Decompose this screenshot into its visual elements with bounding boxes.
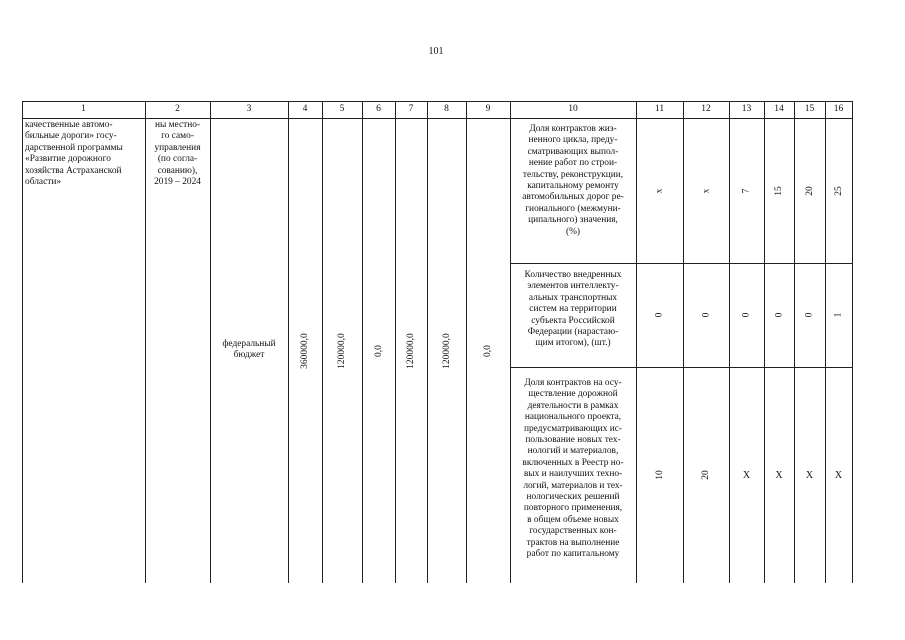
value-r1-c12: x: [701, 188, 711, 193]
indicator-line: элементов интеллекту-: [527, 281, 619, 292]
value-cell: [825, 367, 852, 583]
value-cell: [683, 118, 729, 263]
indicator-line: Количество внедренных: [524, 270, 622, 280]
indicator-line: ципального) значения,: [528, 215, 618, 226]
value-r3-c12: 20: [701, 470, 711, 480]
value-cell: [794, 367, 825, 583]
header-col-10: 10: [568, 104, 578, 114]
indicator-line: работ по капитальному: [526, 549, 620, 560]
indicator-line: ненного цикла, преду-: [528, 135, 618, 146]
event-name-line: «Развитие дорожного: [25, 154, 111, 165]
event-name-line: дарственной программы: [25, 142, 123, 153]
amount-col-5: 120000,0: [337, 332, 347, 369]
funding-source-line: федеральный: [222, 339, 276, 349]
header-col-6: 6: [376, 104, 381, 114]
header-col-8: 8: [444, 104, 449, 114]
amount-col-6: 0,0: [373, 344, 384, 357]
value-cell: [764, 263, 794, 367]
value-r2-c15: 0: [804, 312, 815, 318]
executor-line: сованию),: [157, 165, 198, 176]
indicator-line: Доля контрактов жиз-: [529, 124, 617, 134]
value-r3-c11: 10: [654, 470, 665, 480]
event-name-line: хозяйства Астраханской: [25, 165, 122, 176]
indicator-line: национального проекта,: [524, 412, 622, 423]
value-cell: [636, 367, 683, 583]
header-col-9: 9: [485, 104, 491, 114]
value-r1-c16: 25: [833, 185, 844, 196]
amount-col-6-cell: [362, 118, 395, 583]
indicator-line: Федерации (нарастаю-: [527, 327, 619, 338]
indicator-line: субъекта Российской: [531, 315, 615, 326]
indicator-line: автомобильных дорог ре-: [522, 192, 624, 203]
value-r2-c11: 0: [654, 312, 665, 318]
funding-source: [210, 339, 288, 362]
indicator-line: тельству, реконструкции,: [522, 169, 624, 180]
value-r3-c14: X: [775, 469, 783, 481]
indicator-3: [512, 378, 634, 561]
indicator-line: нение работ по строи-: [528, 158, 618, 169]
value-cell: [636, 118, 683, 263]
indicator-2: [512, 270, 634, 350]
indicator-line: нологий и материалов,: [527, 446, 619, 457]
event-name-line: бильные дороги» госу-: [25, 131, 117, 142]
amount-col-7: 120000,0: [406, 332, 416, 369]
event-name-line: области»: [25, 177, 62, 188]
value-cell: [794, 263, 825, 367]
indicator-line: в общем объеме новых: [527, 514, 619, 525]
value-r2-c13: 0: [741, 312, 752, 318]
indicator-line: трактов на выполнение: [526, 537, 620, 548]
amount-col-4-cell: [288, 118, 322, 583]
amount-col-9: 0,0: [483, 344, 493, 357]
header-col-3: 3: [246, 104, 252, 114]
header-col-5: 5: [339, 104, 345, 114]
indicator-line: пользование новых тех-: [525, 435, 621, 446]
indicator-line: предусматривающих ис-: [523, 423, 623, 434]
header-col-14: 14: [774, 104, 784, 114]
indicator-line: альных транспортных: [528, 292, 618, 303]
value-cell: [825, 118, 852, 263]
header-col-1: 1: [81, 104, 86, 114]
indicator-line: (%): [565, 226, 581, 237]
executor-period: [145, 120, 210, 188]
event-name: [25, 120, 145, 188]
indicator-1: [512, 124, 634, 238]
executor-line: го само-: [161, 131, 194, 142]
executor-line: 2019 – 2024: [154, 177, 201, 188]
value-cell: [683, 263, 729, 367]
indicator-line: логий, материалов и тех-: [523, 480, 623, 491]
value-cell: [729, 118, 764, 263]
indicator-line: включенных в Реестр но-: [522, 457, 624, 468]
value-r1-c15: 20: [804, 185, 815, 196]
value-r2-c12: 0: [701, 312, 711, 318]
value-r3-c15: X: [805, 469, 814, 481]
indicator-line: государственных кон-: [529, 526, 617, 537]
amount-col-9-cell: [466, 118, 510, 583]
amount-col-7-cell: [395, 118, 427, 583]
amount-col-8: 120000,0: [441, 332, 452, 369]
indicator-line: сматривающих выпол-: [527, 146, 619, 157]
header-col-12: 12: [701, 104, 711, 114]
executor-line: управления: [154, 142, 201, 153]
header-col-4: 4: [302, 104, 308, 114]
indicator-line: повторного применения,: [523, 503, 623, 514]
amount-col-8-cell: [427, 118, 466, 583]
value-r3-c16: X: [834, 469, 843, 481]
funding-source-line: бюджет: [233, 350, 265, 361]
value-r1-c14: 15: [774, 185, 784, 196]
value-cell: [729, 367, 764, 583]
event-name-line: качественные автомо-: [25, 120, 113, 130]
indicator-line: щим итогом), (шт.): [535, 338, 611, 349]
value-r1-c13: 7: [741, 188, 752, 193]
header-col-7: 7: [408, 104, 414, 114]
indicator-line: вых и наилучших техно-: [523, 469, 623, 480]
indicator-line: деятельности в рамках: [527, 400, 619, 411]
header-col-15: 15: [804, 104, 815, 114]
header-col-11: 11: [654, 104, 665, 114]
value-cell: [764, 118, 794, 263]
value-r2-c16: 1: [833, 312, 844, 318]
value-r3-c13: X: [742, 469, 751, 481]
header-col-16: 16: [833, 104, 844, 114]
value-cell: [729, 263, 764, 367]
value-cell: [794, 118, 825, 263]
header-col-2: 2: [175, 104, 180, 114]
executor-line: (по согла-: [157, 154, 198, 165]
value-cell: [683, 367, 729, 583]
indicator-line: ществление дорожной: [528, 389, 618, 400]
indicator-line: нологических решений: [526, 492, 620, 503]
executor-line: ны местно-: [154, 120, 201, 130]
value-r2-c14: 0: [774, 312, 784, 318]
indicator-line: гионального (межмуни-: [525, 203, 621, 214]
value-cell: [636, 263, 683, 367]
header-col-13: 13: [741, 104, 752, 114]
page-number: 101: [428, 46, 444, 57]
value-r1-c11: x: [654, 188, 665, 193]
amount-col-5-cell: [322, 118, 362, 583]
indicator-line: капитальному ремонту: [527, 181, 619, 192]
indicator-line: систем на территории: [529, 304, 617, 315]
amount-col-4: 360000,0: [300, 332, 310, 369]
value-cell: [825, 263, 852, 367]
indicator-line: Доля контрактов на осу-: [524, 378, 622, 388]
value-cell: [764, 367, 794, 583]
